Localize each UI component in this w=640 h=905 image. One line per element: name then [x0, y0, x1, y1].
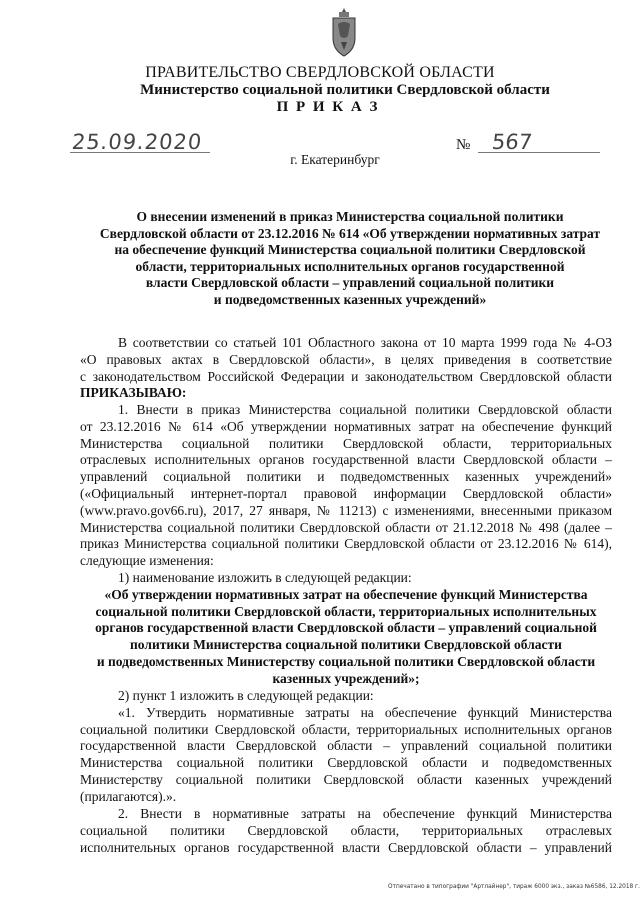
- new-title-line: политики Министерства социальной политики Свердловской области: [130, 637, 562, 652]
- title-line: власти Свердловской области – управлений социальной политики: [145, 275, 555, 291]
- handwritten-date: 25.09.2020: [70, 130, 204, 154]
- order-command: ПРИКАЗЫВАЮ:: [80, 385, 187, 400]
- item2-line: социальной политики Свердловской области, территориальных отраслевых: [80, 823, 612, 838]
- ministry-name: Министерство социальной политики Свердловской области: [140, 82, 550, 98]
- government-title: ПРАВИТЕЛЬСТВО СВЕРДЛОВСКОЙ ОБЛАСТИ: [145, 64, 495, 81]
- item1-line: (www.pravo.gov66.ru), 2017, 27 января, № 11213) с изменениями, внесенными приказом: [80, 503, 612, 518]
- document-type: П Р И К А З: [276, 99, 380, 115]
- item1-line: от 23.12.2016 № 614 «Об утверждении нормативных затрат на обеспечение функций: [80, 419, 612, 434]
- subitem2-last-line: (прилагаются).».: [80, 789, 177, 804]
- sverdlovsk-coat-of-arms-icon: [330, 6, 358, 58]
- subitem2-line: социальной политики Свердловской области, территориальных исполнительных органов: [80, 722, 612, 737]
- item1-line: Министерства социальной политики Свердловской области, территориальных: [80, 436, 612, 451]
- preamble-line: «О правовых актах в Свердловской области», в целях приведения в соответствие: [80, 352, 612, 367]
- subitem2-intro: 2) пункт 1 изложить в следующей редакции:: [118, 688, 374, 703]
- item2-line: 2. Внести в нормативные затраты на обеспечение функций Министерства: [118, 806, 612, 821]
- new-title-line: «Об утверждении нормативных затрат на обеспечение функций Министерства: [104, 587, 588, 602]
- printing-footer: Отпечатано в типографии "Артлайнер", тираж 6000 экз., заказ №6586, 12.2018 г.: [388, 884, 640, 890]
- title-line: на обеспечение функций Министерства социальной политики Свердловской: [114, 242, 586, 258]
- subitem2-line: «1. Утвердить нормативные затраты на обеспечение функций Министерства: [118, 705, 612, 720]
- item1-line: Министерства социальной политики Свердловской области от 21.12.2018 № 498 (далее –: [80, 520, 612, 535]
- new-title-line: и подведомственных Министерству социальной политики Свердловской области: [96, 654, 596, 669]
- title-line: и подведомственных казенных учреждений»: [213, 291, 487, 307]
- new-title-line: органов государственной власти Свердловской области – управлений социальной: [95, 620, 597, 635]
- item1-line: управлений социальной политики и подведомственных казенных учреждений»: [80, 469, 612, 484]
- item1-line: приказ Министерства социальной политики Свердловской области от 23.12.2016 № 614),: [80, 536, 612, 551]
- new-title-line: социальной политики Свердловской области, территориальных исполнительных: [95, 604, 597, 619]
- item1-line: 1. Внести в приказ Министерства социальной политики Свердловской области: [118, 402, 612, 417]
- title-line: О внесении изменений в приказ Министерства социальной политики: [136, 209, 564, 224]
- subitem2-line: государственной власти Свердловской области – управлений социальной политики: [80, 738, 612, 753]
- subitem2-line: Министерства социальной политики Свердловской области и подведомственных: [80, 755, 612, 770]
- number-label: №: [456, 137, 471, 153]
- title-line: области, территориальных исполнительных органов государственной: [135, 258, 565, 274]
- order-title: [60, 209, 640, 309]
- item1-line: («Официальный интернет-портал правовой информации Свердловской области»: [80, 486, 612, 501]
- title-line: Свердловской области от 23.12.2016 № 614 «Об утверждении нормативных затрат: [99, 225, 601, 241]
- preamble-line: с законодательством Российской Федерации и законодательством Свердловской области: [80, 369, 612, 384]
- new-title-line: казенных учреждений»;: [272, 671, 420, 686]
- city: г. Екатеринбург: [290, 152, 380, 167]
- subitem2-line: Министерству социальной политики Свердловской области казенных учреждений: [80, 772, 612, 787]
- item1-line: отраслевых исполнительных органов государственной власти Свердловской области –: [80, 452, 612, 467]
- handwritten-number: 567: [490, 130, 534, 154]
- preamble-line: В соответствии со статьей 101 Областного закона от 10 марта 1999 года № 4-ОЗ: [118, 335, 612, 350]
- item1-last-line: следующие изменения:: [80, 553, 214, 568]
- item2-line: исполнительных органов государственной власти Свердловской области – управлений: [80, 840, 612, 855]
- subitem1-intro: 1) наименование изложить в следующей редакции:: [118, 570, 412, 585]
